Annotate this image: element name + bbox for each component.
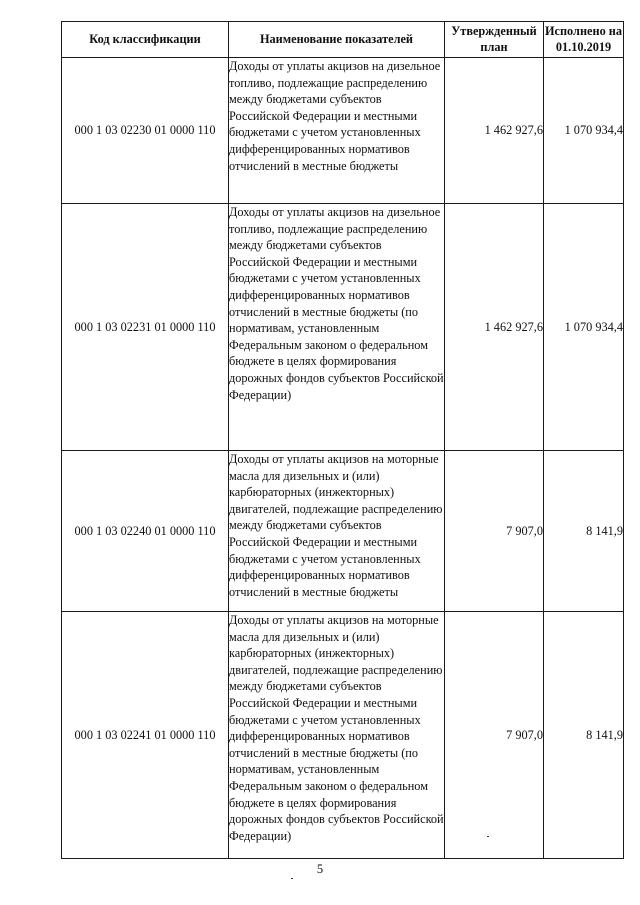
header-approved-plan: Утвержденный план bbox=[445, 22, 544, 58]
table-header-row bbox=[62, 22, 624, 58]
header-executed: Исполнено на 01.10.2019 bbox=[544, 22, 624, 58]
table-row bbox=[62, 204, 624, 451]
executed-cell: 8 141,9 bbox=[544, 451, 624, 612]
scan-speck bbox=[487, 836, 489, 837]
table-row bbox=[62, 451, 624, 612]
classification-code-cell: 000 1 03 02240 01 0000 110 bbox=[62, 451, 229, 612]
executed-cell: 8 141,9 bbox=[544, 612, 624, 859]
approved-plan-cell: 1 462 927,6 bbox=[445, 204, 544, 451]
table-row bbox=[62, 58, 624, 204]
page-number: 5 bbox=[316, 862, 324, 876]
approved-plan-cell: 7 907,0 bbox=[445, 451, 544, 612]
scan-speck bbox=[291, 878, 293, 879]
indicator-name-cell: Доходы от уплаты акцизов на моторные масла для дизельных и (или) карбюраторных (инжекторных) двигателей, подлежащие распределению между бюджетами субъектов Российской Федерации и местными бюджетами с учетом установленных дифференцированных нормативов отчислений в местные бюджеты (по нормативам, установленным Федеральным законом о федеральном бюджете в целях формирования дорожных фондов субъектов Российской Федерации) bbox=[229, 612, 445, 859]
approved-plan-cell: 7 907,0 bbox=[445, 612, 544, 859]
approved-plan-cell: 1 462 927,6 bbox=[445, 58, 544, 204]
header-indicator-name: Наименование показателей bbox=[229, 22, 445, 58]
budget-revenue-table bbox=[61, 21, 624, 859]
indicator-name-cell: Доходы от уплаты акцизов на дизельное топливо, подлежащие распределению между бюджетами субъектов Российской Федерации и местными бюджетами с учетом установленных дифференцированных нормативов отчислений в местные бюджеты (по нормативам, установленным Федеральным законом о федеральном бюджете в целях формирования дорожных фондов субъектов Российской Федерации) bbox=[229, 204, 445, 451]
header-classification-code: Код классификации bbox=[62, 22, 229, 58]
indicator-name-cell: Доходы от уплаты акцизов на дизельное топливо, подлежащие распределению между бюджетами субъектов Российской Федерации и местными бюджетами с учетом установленных дифференцированных нормативов отчислений в местные бюджеты bbox=[229, 58, 445, 204]
table-row bbox=[62, 612, 624, 859]
classification-code-cell: 000 1 03 02230 01 0000 110 bbox=[62, 58, 229, 204]
executed-cell: 1 070 934,4 bbox=[544, 204, 624, 451]
indicator-name-cell: Доходы от уплаты акцизов на моторные масла для дизельных и (или) карбюраторных (инжекторных) двигателей, подлежащие распределению между бюджетами субъектов Российской Федерации и местными бюджетами с учетом установленных дифференцированных нормативов отчислений в местные бюджеты bbox=[229, 451, 445, 612]
classification-code-cell: 000 1 03 02231 01 0000 110 bbox=[62, 204, 229, 451]
executed-cell: 1 070 934,4 bbox=[544, 58, 624, 204]
classification-code-cell: 000 1 03 02241 01 0000 110 bbox=[62, 612, 229, 859]
